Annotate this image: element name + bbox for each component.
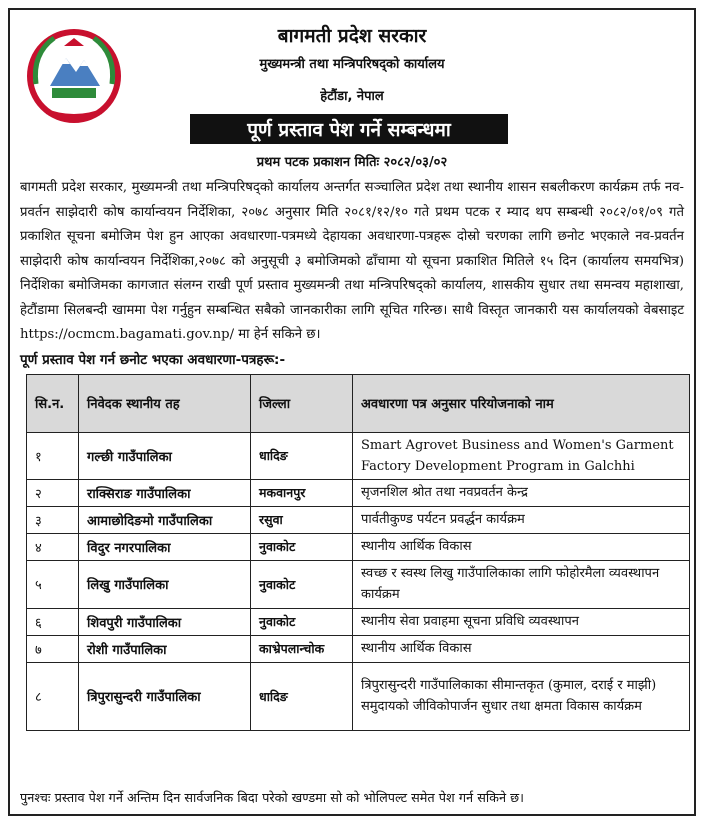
row-project: स्थानीय आर्थिक विकास <box>353 635 690 662</box>
row-district: नुवाकोट <box>251 560 353 608</box>
col-header-local-level: निवेदक स्थानीय तह <box>79 374 251 432</box>
office-name: मुख्यमन्त्री तथा मन्त्रिपरिषद्को कार्यालय <box>259 57 445 72</box>
row-local-level: रोशी गाउँपालिका <box>79 635 251 662</box>
row-district: काभ्रेपलान्चोक <box>251 635 353 662</box>
table-row <box>27 479 690 506</box>
row-sn: ७ <box>27 635 79 662</box>
col-header-district: जिल्ला <box>251 374 353 432</box>
table-row <box>27 608 690 635</box>
table-row <box>27 635 690 662</box>
row-sn: ५ <box>27 560 79 608</box>
table-row <box>27 506 690 533</box>
row-local-level: राक्सिराङ गाउँपालिका <box>79 479 251 506</box>
row-sn: ६ <box>27 608 79 635</box>
row-district: नुवाकोट <box>251 533 353 560</box>
row-local-level: विदुर नगरपालिका <box>79 533 251 560</box>
row-local-level: गल्छी गाउँपालिका <box>79 432 251 479</box>
notice-page <box>8 8 696 816</box>
row-sn: ३ <box>27 506 79 533</box>
selected-list-heading: पूर्ण प्रस्ताव पेश गर्न छनोट भएका अवधारणा-पत्रहरू:- <box>20 351 286 368</box>
row-project: पार्वतीकुण्ड पर्यटन प्रवर्द्धन कार्यक्रम <box>353 506 690 533</box>
table-row <box>27 662 690 730</box>
row-district: धादिङ <box>251 662 353 730</box>
table-row <box>27 560 690 608</box>
row-project: स्वच्छ र स्वस्थ लिखु गाउँपालिकाका लागि फोहोरमैला व्यवस्थापन कार्यक्रम <box>353 560 690 608</box>
row-local-level: शिवपुरी गाउँपालिका <box>79 608 251 635</box>
notice-title: पूर्ण प्रस्ताव पेश गर्ने सम्बन्धमा <box>190 114 508 144</box>
row-local-level: लिखु गाउँपालिका <box>79 560 251 608</box>
col-header-project: अवधारणा पत्र अनुसार परियोजनाको नाम <box>353 374 690 432</box>
row-local-level: त्रिपुरासुन्दरी गाउँपालिका <box>79 662 251 730</box>
publication-date: प्रथम पटक प्रकाशन मितिः २०८२/०३/०२ <box>256 155 448 170</box>
row-local-level: आमाछोदिङमो गाउँपालिका <box>79 506 251 533</box>
row-project: सृजनशिल श्रोत तथा नवप्रवर्तन केन्द्र <box>353 479 690 506</box>
row-district: नुवाकोट <box>251 608 353 635</box>
row-sn: १ <box>27 432 79 479</box>
row-sn: २ <box>27 479 79 506</box>
row-district: मकवानपुर <box>251 479 353 506</box>
row-project: Smart Agrovet Business and Women's Garment Factory Development Program in Galchhi <box>353 432 690 479</box>
selected-projects-table <box>26 374 690 731</box>
row-sn: ४ <box>27 533 79 560</box>
table-row <box>27 432 690 479</box>
col-header-sn: सि.न. <box>27 374 79 432</box>
postscript-note: पुनश्चः प्रस्ताव पेश गर्ने अन्तिम दिन सार्वजनिक बिदा परेको खण्डमा सो को भोलिपल्ट समेत पेश गर्न सकिने छ। <box>20 791 524 806</box>
table-row <box>27 533 690 560</box>
notice-header <box>10 10 694 146</box>
row-project: स्थानीय सेवा प्रवाहमा सूचना प्रविधि व्यवस्थापन <box>353 608 690 635</box>
office-location: हेटौंडा, नेपाल <box>320 89 384 104</box>
notice-paragraph: बागमती प्रदेश सरकार, मुख्यमन्त्री तथा मन्त्रिपरिषद्को कार्यालय अन्तर्गत सञ्चालित प्रदेश तथा स्थानीय शासन सबलीकरण कार्यक्रम तर्फ नव-प्रवर्तन साझेदारी कोष कार्यान्वयन निर्देशिका, २०७८ अनुसार मिति २०८१/१२/१० गते प्रथम पटक र म्याद थप सम्बन्धी २०८२/०१/०९ गते प्रकाशित सूचना बमोजिम पेश हुन आएका अवधारणा-पत्रमध्ये देहायका अवधारणा-पत्रहरू दोस्रो चरणका लागि छनोट भएकाले नव-प्रवर्तन साझेदारी कोष कार्यान्वयन निर्देशिका,२०७८ को अनुसूची ३ बमोजिमको ढाँचामा यो सूचना प्रकाशित मितिले १५ दिन (कार्यालय समयभित्र) निर्देशिका बमोजिमका कागजात संलग्न राखी पूर्ण प्रस्ताव मुख्यमन्त्री तथा मन्त्रिपरिषद्को कार्यालय, शासकीय सुधार तथा समन्वय महाशाखा, हेटौंडामा सिलबन्दी खाममा पेश गर्नुहुन सम्बन्धित सबैको जानकारीका लागि सूचित गरिन्छ। साथै विस्तृत जानकारी यस कार्यालयको वेबसाइट https://ocmcm.bagamati.gov.np/ मा हेर्न सकिने छ। <box>20 180 684 342</box>
row-project: त्रिपुरासुन्दरी गाउँपालिकाका सीमान्तकृत (कुमाल, दराई र माझी) समुदायको जीविकोपार्जन सुधार तथा क्षमता विकास कार्यक्रम <box>353 662 690 730</box>
row-project: स्थानीय आर्थिक विकास <box>353 533 690 560</box>
row-district: धादिङ <box>251 432 353 479</box>
government-name: बागमती प्रदेश सरकार <box>277 25 427 47</box>
row-sn: ८ <box>27 662 79 730</box>
table-header-row <box>27 374 690 432</box>
row-district: रसुवा <box>251 506 353 533</box>
